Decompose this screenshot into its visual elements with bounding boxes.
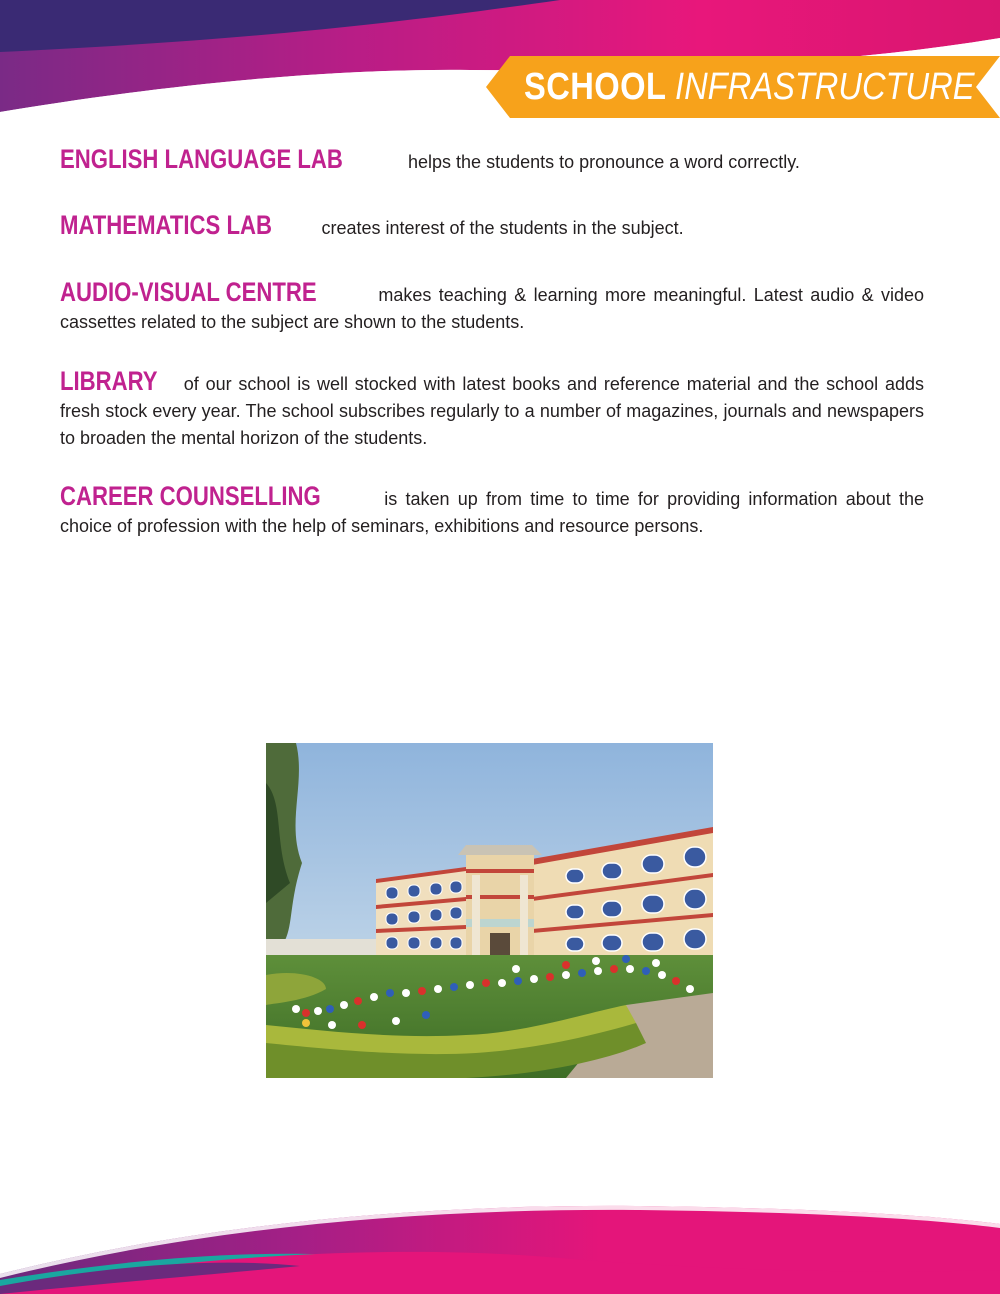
paragraph-mathematics-lab bbox=[60, 212, 924, 242]
paragraph-audio-visual-centre bbox=[60, 279, 924, 336]
heading-library: LIBRARY bbox=[60, 366, 158, 396]
heading-audio-visual-centre: AUDIO-VISUAL CENTRE bbox=[60, 277, 317, 307]
school-campus-photo bbox=[266, 743, 713, 1078]
text-library: of our school is well stocked with latest books and reference material and the school adds fresh stock every year. The school subscribes regularly to a number of magazines, journals and newspapers to broaden the mental horizon of the students. bbox=[60, 374, 924, 448]
paragraph-library bbox=[60, 368, 924, 452]
heading-career-counselling: CAREER COUNSELLING bbox=[60, 481, 321, 511]
banner-title-italic: INFRASTRUCTURE bbox=[674, 66, 975, 108]
text-english-lab: helps the students to pronounce a word correctly. bbox=[403, 152, 800, 172]
text-audio-visual-centre: makes teaching & learning more meaningful. Latest audio & video cassettes related to the subject are shown to the students. bbox=[60, 285, 924, 332]
text-career-counselling: is taken up from time to time for providing information about the choice of profession with the help of seminars, exhibitions and resource persons. bbox=[60, 489, 924, 536]
text-mathematics-lab: creates interest of the students in the subject. bbox=[316, 218, 684, 238]
section-title-banner bbox=[486, 56, 1000, 118]
bottom-wave-decoration bbox=[0, 1184, 1000, 1294]
paragraph-career-counselling bbox=[60, 483, 924, 540]
banner-title-bold: SCHOOL bbox=[524, 66, 667, 108]
heading-english-lab: ENGLISH LANGUAGE LAB bbox=[60, 144, 343, 174]
heading-mathematics-lab: MATHEMATICS LAB bbox=[60, 210, 272, 240]
paragraph-english-lab bbox=[60, 146, 924, 176]
